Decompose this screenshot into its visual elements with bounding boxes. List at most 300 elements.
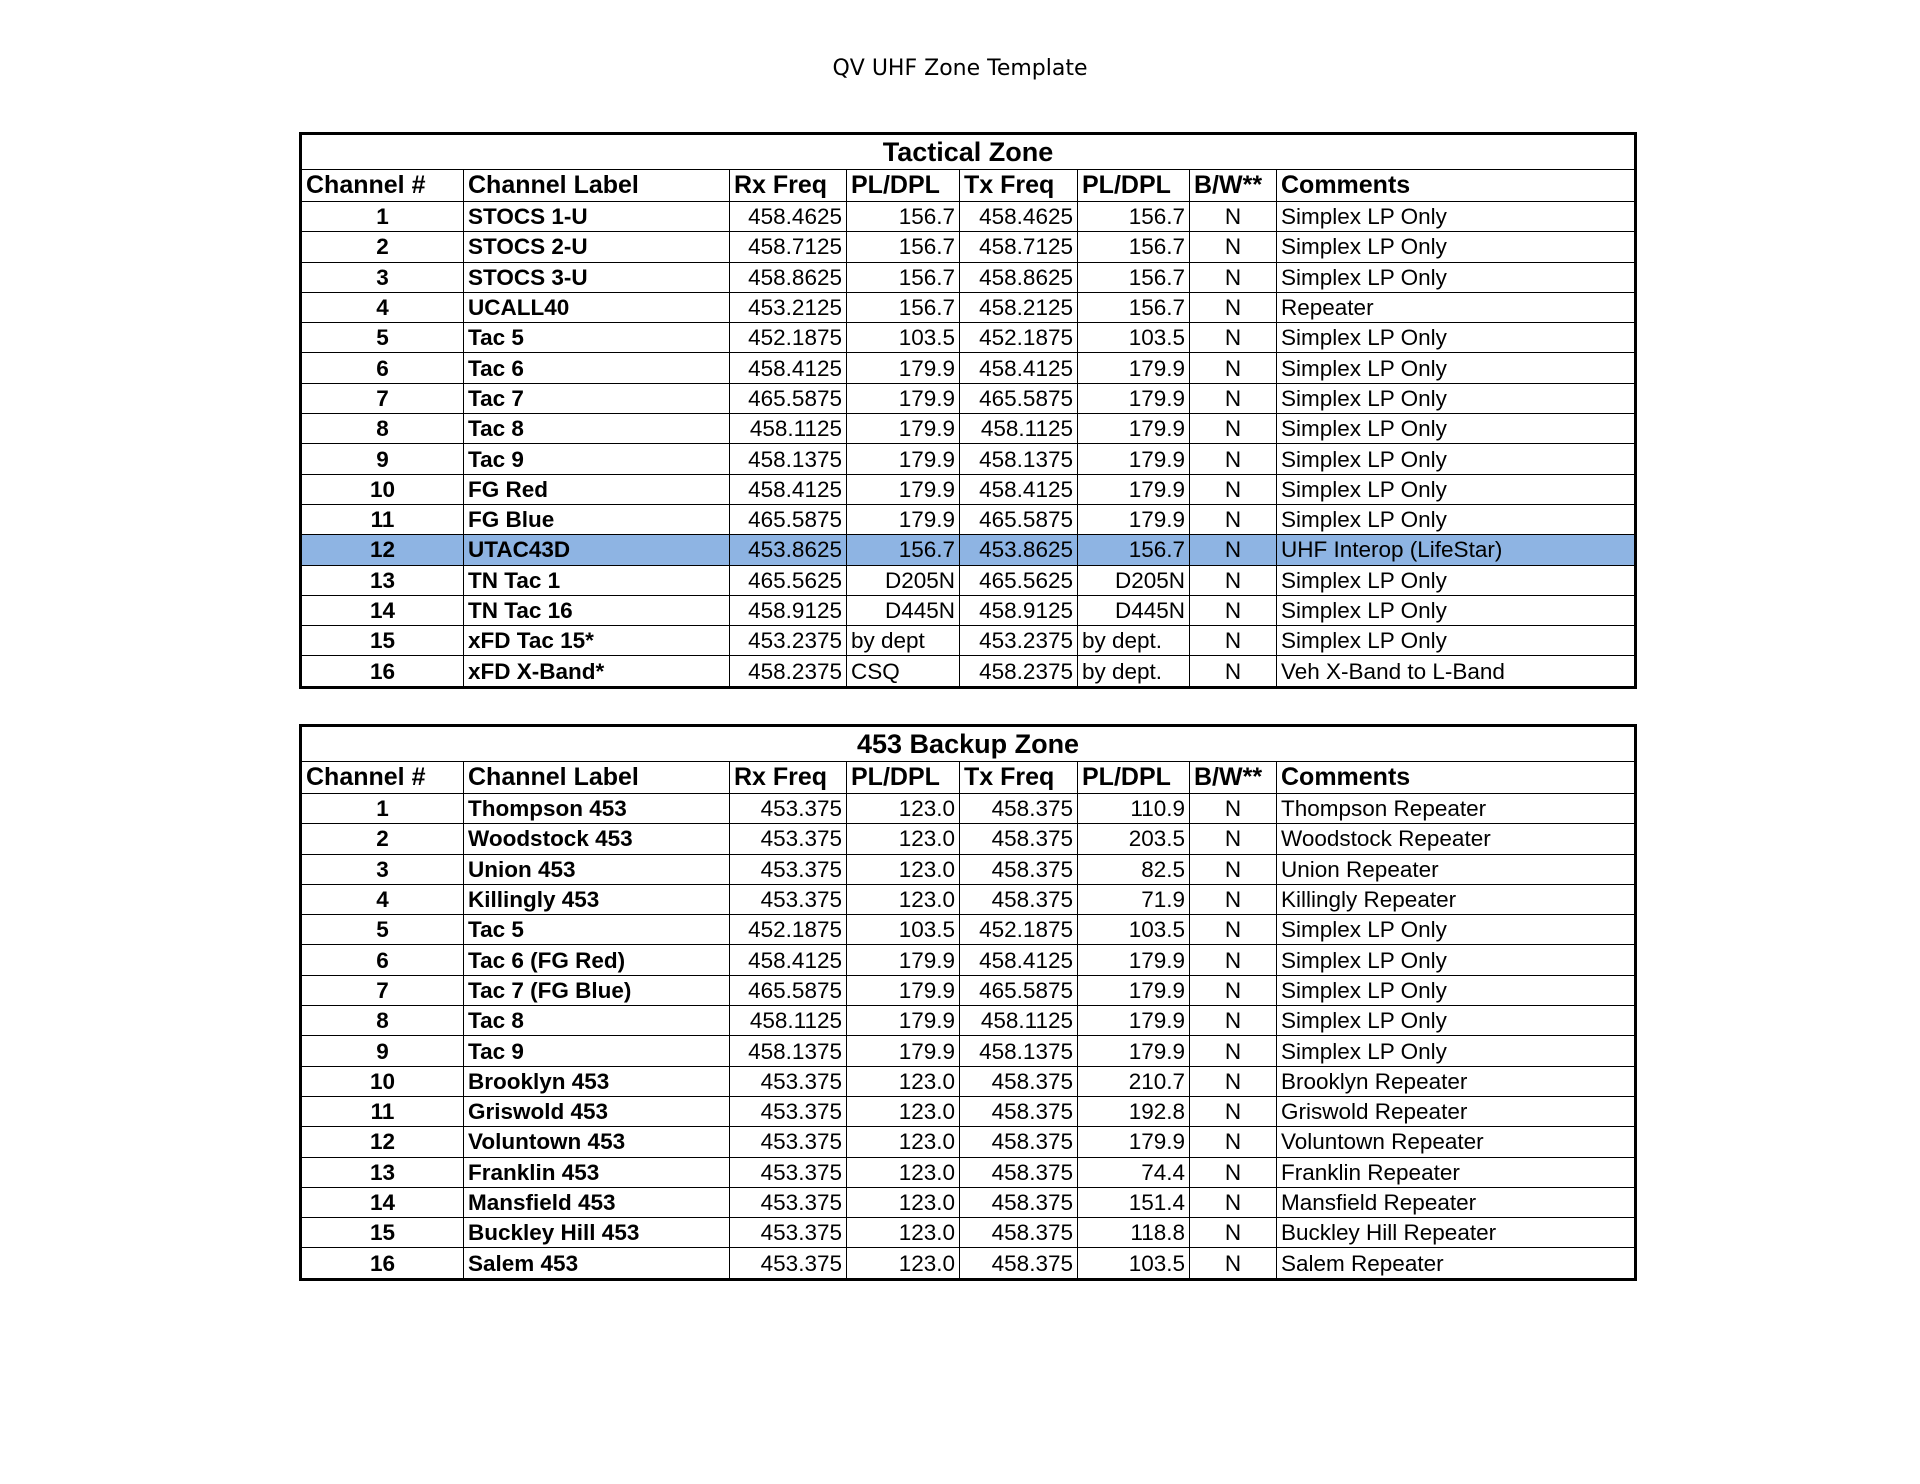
tx-pl-dpl-cell: 74.4 (1078, 1157, 1190, 1187)
comments-cell: Simplex LP Only (1277, 323, 1636, 353)
tx-pl-dpl-cell: D205N (1078, 565, 1190, 595)
table-row (301, 794, 1636, 824)
tx-pl-dpl-cell: 156.7 (1078, 535, 1190, 565)
channel-label-cell: Tac 8 (464, 414, 730, 444)
rx-pl-dpl-cell: 179.9 (847, 414, 960, 444)
channel-number-cell: 10 (301, 1066, 464, 1096)
channel-number-cell: 1 (301, 794, 464, 824)
channel-label-cell: Franklin 453 (464, 1157, 730, 1187)
rx-freq-cell: 453.375 (730, 824, 847, 854)
comments-cell: Simplex LP Only (1277, 474, 1636, 504)
tx-pl-dpl-cell: by dept. (1078, 626, 1190, 656)
comments-cell: Simplex LP Only (1277, 565, 1636, 595)
tx-freq-cell: 458.7125 (960, 232, 1078, 262)
rx-freq-cell: 458.4125 (730, 353, 847, 383)
channel-number-cell: 3 (301, 262, 464, 292)
rx-freq-cell: 458.1375 (730, 444, 847, 474)
tx-pl-dpl-cell: 179.9 (1078, 504, 1190, 534)
channel-label-cell: Woodstock 453 (464, 824, 730, 854)
channel-number-cell: 6 (301, 353, 464, 383)
rx-pl-dpl-cell: 156.7 (847, 292, 960, 322)
channel-number-cell: 4 (301, 292, 464, 322)
rx-pl-dpl-cell: by dept (847, 626, 960, 656)
channel-label-cell: Tac 5 (464, 323, 730, 353)
column-header-comments: Comments (1277, 762, 1636, 794)
bandwidth-cell: N (1190, 945, 1277, 975)
rx-pl-dpl-cell: 179.9 (847, 504, 960, 534)
comments-cell: Simplex LP Only (1277, 626, 1636, 656)
table-row (301, 565, 1636, 595)
column-header-rx-pl: PL/DPL (847, 762, 960, 794)
channel-number-cell: 4 (301, 884, 464, 914)
bandwidth-cell: N (1190, 474, 1277, 504)
rx-pl-dpl-cell: 179.9 (847, 444, 960, 474)
column-header-bw: B/W** (1190, 762, 1277, 794)
channel-number-cell: 14 (301, 595, 464, 625)
tx-pl-dpl-cell: 179.9 (1078, 444, 1190, 474)
rx-pl-dpl-cell: 156.7 (847, 535, 960, 565)
column-header-rx-pl: PL/DPL (847, 170, 960, 202)
channel-label-cell: STOCS 3-U (464, 262, 730, 292)
tx-freq-cell: 465.5875 (960, 504, 1078, 534)
tx-pl-dpl-cell: 103.5 (1078, 1248, 1190, 1279)
rx-freq-cell: 453.375 (730, 1248, 847, 1279)
tx-pl-dpl-cell: 203.5 (1078, 824, 1190, 854)
channel-number-cell: 8 (301, 1006, 464, 1036)
tx-pl-dpl-cell: 179.9 (1078, 414, 1190, 444)
tx-freq-cell: 458.2375 (960, 656, 1078, 687)
channel-number-cell: 10 (301, 474, 464, 504)
bandwidth-cell: N (1190, 1157, 1277, 1187)
channel-label-cell: Salem 453 (464, 1248, 730, 1279)
table-row (301, 262, 1636, 292)
channel-label-cell: STOCS 1-U (464, 202, 730, 232)
rx-freq-cell: 453.8625 (730, 535, 847, 565)
comments-cell: Voluntown Repeater (1277, 1127, 1636, 1157)
tx-freq-cell: 458.4125 (960, 353, 1078, 383)
tx-pl-dpl-cell: 210.7 (1078, 1066, 1190, 1096)
tx-pl-dpl-cell: 179.9 (1078, 383, 1190, 413)
tx-freq-cell: 458.375 (960, 1157, 1078, 1187)
rx-pl-dpl-cell: 103.5 (847, 323, 960, 353)
channel-label-cell: Tac 9 (464, 1036, 730, 1066)
tx-pl-dpl-cell: 179.9 (1078, 945, 1190, 975)
table-row (301, 414, 1636, 444)
column-header-rx-freq: Rx Freq (730, 762, 847, 794)
bandwidth-cell: N (1190, 444, 1277, 474)
rx-freq-cell: 452.1875 (730, 323, 847, 353)
comments-cell: UHF Interop (LifeStar) (1277, 535, 1636, 565)
channel-label-cell: xFD Tac 15* (464, 626, 730, 656)
tx-freq-cell: 458.9125 (960, 595, 1078, 625)
rx-pl-dpl-cell: CSQ (847, 656, 960, 687)
tx-freq-cell: 458.375 (960, 1218, 1078, 1248)
tx-freq-cell: 458.375 (960, 1248, 1078, 1279)
rx-freq-cell: 458.4125 (730, 945, 847, 975)
comments-cell: Veh X-Band to L-Band (1277, 656, 1636, 687)
bandwidth-cell: N (1190, 504, 1277, 534)
channel-number-cell: 7 (301, 975, 464, 1005)
bandwidth-cell: N (1190, 1036, 1277, 1066)
rx-pl-dpl-cell: 123.0 (847, 1218, 960, 1248)
bandwidth-cell: N (1190, 323, 1277, 353)
table-row (301, 626, 1636, 656)
comments-cell: Simplex LP Only (1277, 945, 1636, 975)
channel-number-cell: 7 (301, 383, 464, 413)
rx-pl-dpl-cell: 156.7 (847, 262, 960, 292)
bandwidth-cell: N (1190, 414, 1277, 444)
rx-pl-dpl-cell: 123.0 (847, 824, 960, 854)
tx-pl-dpl-cell: 156.7 (1078, 292, 1190, 322)
table-row (301, 535, 1636, 565)
table-row (301, 595, 1636, 625)
channel-label-cell: Union 453 (464, 854, 730, 884)
rx-pl-dpl-cell: 123.0 (847, 1248, 960, 1279)
rx-freq-cell: 453.2125 (730, 292, 847, 322)
channel-label-cell: STOCS 2-U (464, 232, 730, 262)
tx-freq-cell: 452.1875 (960, 323, 1078, 353)
rx-freq-cell: 458.7125 (730, 232, 847, 262)
bandwidth-cell: N (1190, 565, 1277, 595)
rx-freq-cell: 458.9125 (730, 595, 847, 625)
column-header-tx-pl: PL/DPL (1078, 762, 1190, 794)
channel-number-cell: 2 (301, 824, 464, 854)
channel-label-cell: Tac 9 (464, 444, 730, 474)
bandwidth-cell: N (1190, 1127, 1277, 1157)
rx-freq-cell: 458.4125 (730, 474, 847, 504)
bandwidth-cell: N (1190, 262, 1277, 292)
rx-pl-dpl-cell: 179.9 (847, 474, 960, 504)
bandwidth-cell: N (1190, 1218, 1277, 1248)
comments-cell: Simplex LP Only (1277, 595, 1636, 625)
comments-cell: Simplex LP Only (1277, 383, 1636, 413)
comments-cell: Repeater (1277, 292, 1636, 322)
rx-freq-cell: 453.375 (730, 1157, 847, 1187)
rx-freq-cell: 458.4625 (730, 202, 847, 232)
tx-freq-cell: 458.1375 (960, 1036, 1078, 1066)
bandwidth-cell: N (1190, 656, 1277, 687)
comments-cell: Simplex LP Only (1277, 353, 1636, 383)
comments-cell: Simplex LP Only (1277, 262, 1636, 292)
backup-zone-table (299, 724, 1637, 1281)
rx-freq-cell: 465.5625 (730, 565, 847, 595)
channel-number-cell: 12 (301, 1127, 464, 1157)
channel-number-cell: 13 (301, 1157, 464, 1187)
rx-pl-dpl-cell: 179.9 (847, 945, 960, 975)
channel-label-cell: Mansfield 453 (464, 1187, 730, 1217)
channel-label-cell: FG Blue (464, 504, 730, 534)
channel-number-cell: 14 (301, 1187, 464, 1217)
bandwidth-cell: N (1190, 232, 1277, 262)
tx-pl-dpl-cell: 103.5 (1078, 323, 1190, 353)
channel-number-cell: 12 (301, 535, 464, 565)
channel-number-cell: 15 (301, 1218, 464, 1248)
tx-pl-dpl-cell: 103.5 (1078, 915, 1190, 945)
rx-freq-cell: 453.375 (730, 794, 847, 824)
column-header-row (301, 170, 1636, 202)
table-row (301, 504, 1636, 534)
rx-freq-cell: 453.375 (730, 884, 847, 914)
rx-freq-cell: 458.1125 (730, 414, 847, 444)
channel-number-cell: 16 (301, 656, 464, 687)
tx-pl-dpl-cell: 192.8 (1078, 1096, 1190, 1126)
column-header-channel: Channel # (301, 170, 464, 202)
page-title: QV UHF Zone Template (832, 56, 1088, 81)
tx-freq-cell: 453.8625 (960, 535, 1078, 565)
column-header-tx-pl: PL/DPL (1078, 170, 1190, 202)
channel-label-cell: xFD X-Band* (464, 656, 730, 687)
tx-pl-dpl-cell: 179.9 (1078, 353, 1190, 383)
channel-label-cell: UTAC43D (464, 535, 730, 565)
tx-freq-cell: 458.4125 (960, 474, 1078, 504)
channel-number-cell: 2 (301, 232, 464, 262)
tx-pl-dpl-cell: 156.7 (1078, 262, 1190, 292)
column-header-row (301, 762, 1636, 794)
tx-freq-cell: 458.8625 (960, 262, 1078, 292)
rx-pl-dpl-cell: 103.5 (847, 915, 960, 945)
bandwidth-cell: N (1190, 1066, 1277, 1096)
tx-freq-cell: 458.2125 (960, 292, 1078, 322)
tx-pl-dpl-cell: 156.7 (1078, 202, 1190, 232)
rx-freq-cell: 465.5875 (730, 975, 847, 1005)
rx-pl-dpl-cell: 123.0 (847, 1127, 960, 1157)
rx-pl-dpl-cell: D205N (847, 565, 960, 595)
channel-number-cell: 11 (301, 1096, 464, 1126)
table-row (301, 1248, 1636, 1279)
table-row (301, 656, 1636, 687)
tx-freq-cell: 452.1875 (960, 915, 1078, 945)
column-header-bw: B/W** (1190, 170, 1277, 202)
tx-pl-dpl-cell: 156.7 (1078, 232, 1190, 262)
zone-title: 453 Backup Zone (301, 726, 1636, 762)
channel-label-cell: FG Red (464, 474, 730, 504)
bandwidth-cell: N (1190, 383, 1277, 413)
bandwidth-cell: N (1190, 626, 1277, 656)
tx-pl-dpl-cell: by dept. (1078, 656, 1190, 687)
comments-cell: Griswold Repeater (1277, 1096, 1636, 1126)
table-row (301, 1187, 1636, 1217)
comments-cell: Salem Repeater (1277, 1248, 1636, 1279)
rx-freq-cell: 453.375 (730, 1187, 847, 1217)
comments-cell: Simplex LP Only (1277, 444, 1636, 474)
bandwidth-cell: N (1190, 884, 1277, 914)
rx-freq-cell: 458.1375 (730, 1036, 847, 1066)
column-header-channel: Channel # (301, 762, 464, 794)
channel-label-cell: Tac 7 (464, 383, 730, 413)
channel-number-cell: 11 (301, 504, 464, 534)
table-row (301, 444, 1636, 474)
zone-title: Tactical Zone (301, 134, 1636, 170)
rx-pl-dpl-cell: 123.0 (847, 794, 960, 824)
comments-cell: Simplex LP Only (1277, 232, 1636, 262)
comments-cell: Simplex LP Only (1277, 414, 1636, 444)
channel-label-cell: Griswold 453 (464, 1096, 730, 1126)
column-header-label: Channel Label (464, 762, 730, 794)
comments-cell: Thompson Repeater (1277, 794, 1636, 824)
comments-cell: Simplex LP Only (1277, 915, 1636, 945)
tx-pl-dpl-cell: 179.9 (1078, 975, 1190, 1005)
rx-freq-cell: 453.375 (730, 854, 847, 884)
rx-freq-cell: 465.5875 (730, 504, 847, 534)
table-row (301, 854, 1636, 884)
rx-pl-dpl-cell: 123.0 (847, 854, 960, 884)
channel-label-cell: Tac 5 (464, 915, 730, 945)
rx-pl-dpl-cell: 123.0 (847, 1066, 960, 1096)
channel-label-cell: TN Tac 16 (464, 595, 730, 625)
bandwidth-cell: N (1190, 824, 1277, 854)
rx-pl-dpl-cell: 123.0 (847, 1157, 960, 1187)
bandwidth-cell: N (1190, 854, 1277, 884)
comments-cell: Simplex LP Only (1277, 202, 1636, 232)
tx-freq-cell: 465.5875 (960, 975, 1078, 1005)
table-row (301, 1066, 1636, 1096)
tx-freq-cell: 458.375 (960, 884, 1078, 914)
comments-cell: Brooklyn Repeater (1277, 1066, 1636, 1096)
tx-freq-cell: 458.375 (960, 1187, 1078, 1217)
table-row (301, 884, 1636, 914)
column-header-tx-freq: Tx Freq (960, 762, 1078, 794)
comments-cell: Simplex LP Only (1277, 975, 1636, 1005)
channel-number-cell: 9 (301, 1036, 464, 1066)
column-header-tx-freq: Tx Freq (960, 170, 1078, 202)
backup-rows (301, 794, 1636, 1280)
tx-freq-cell: 458.4625 (960, 202, 1078, 232)
comments-cell: Mansfield Repeater (1277, 1187, 1636, 1217)
tactical-rows (301, 202, 1636, 688)
table-row (301, 383, 1636, 413)
comments-cell: Simplex LP Only (1277, 1036, 1636, 1066)
comments-cell: Buckley Hill Repeater (1277, 1218, 1636, 1248)
comments-cell: Union Repeater (1277, 854, 1636, 884)
rx-pl-dpl-cell: 156.7 (847, 202, 960, 232)
rx-pl-dpl-cell: 179.9 (847, 1006, 960, 1036)
channel-label-cell: Tac 8 (464, 1006, 730, 1036)
tx-freq-cell: 458.375 (960, 1066, 1078, 1096)
table-row (301, 232, 1636, 262)
rx-freq-cell: 453.2375 (730, 626, 847, 656)
rx-pl-dpl-cell: 156.7 (847, 232, 960, 262)
comments-cell: Simplex LP Only (1277, 1006, 1636, 1036)
bandwidth-cell: N (1190, 595, 1277, 625)
bandwidth-cell: N (1190, 1006, 1277, 1036)
table-row (301, 824, 1636, 854)
channel-number-cell: 3 (301, 854, 464, 884)
rx-pl-dpl-cell: 179.9 (847, 975, 960, 1005)
rx-freq-cell: 453.375 (730, 1096, 847, 1126)
channel-label-cell: Voluntown 453 (464, 1127, 730, 1157)
bandwidth-cell: N (1190, 535, 1277, 565)
channel-label-cell: TN Tac 1 (464, 565, 730, 595)
channel-label-cell: Brooklyn 453 (464, 1066, 730, 1096)
comments-cell: Franklin Repeater (1277, 1157, 1636, 1187)
channel-label-cell: Tac 7 (FG Blue) (464, 975, 730, 1005)
table-row (301, 975, 1636, 1005)
table-row (301, 202, 1636, 232)
tx-pl-dpl-cell: 110.9 (1078, 794, 1190, 824)
rx-freq-cell: 452.1875 (730, 915, 847, 945)
bandwidth-cell: N (1190, 975, 1277, 1005)
tactical-zone-table (299, 132, 1637, 689)
tx-freq-cell: 465.5625 (960, 565, 1078, 595)
tx-freq-cell: 458.375 (960, 1127, 1078, 1157)
channel-label-cell: Buckley Hill 453 (464, 1218, 730, 1248)
channel-label-cell: UCALL40 (464, 292, 730, 322)
column-header-comments: Comments (1277, 170, 1636, 202)
tx-pl-dpl-cell: 179.9 (1078, 474, 1190, 504)
table-row (301, 292, 1636, 322)
rx-freq-cell: 453.375 (730, 1066, 847, 1096)
rx-pl-dpl-cell: 123.0 (847, 1096, 960, 1126)
rx-freq-cell: 458.8625 (730, 262, 847, 292)
bandwidth-cell: N (1190, 794, 1277, 824)
column-header-rx-freq: Rx Freq (730, 170, 847, 202)
comments-cell: Woodstock Repeater (1277, 824, 1636, 854)
tx-freq-cell: 458.375 (960, 854, 1078, 884)
rx-pl-dpl-cell: D445N (847, 595, 960, 625)
bandwidth-cell: N (1190, 202, 1277, 232)
table-row (301, 915, 1636, 945)
channel-number-cell: 15 (301, 626, 464, 656)
bandwidth-cell: N (1190, 353, 1277, 383)
column-header-label: Channel Label (464, 170, 730, 202)
channel-number-cell: 6 (301, 945, 464, 975)
tx-freq-cell: 458.375 (960, 794, 1078, 824)
comments-cell: Killingly Repeater (1277, 884, 1636, 914)
tx-freq-cell: 458.1375 (960, 444, 1078, 474)
bandwidth-cell: N (1190, 1187, 1277, 1217)
table-row (301, 1036, 1636, 1066)
table-row (301, 353, 1636, 383)
tx-pl-dpl-cell: 179.9 (1078, 1036, 1190, 1066)
tx-freq-cell: 458.1125 (960, 414, 1078, 444)
channel-number-cell: 8 (301, 414, 464, 444)
bandwidth-cell: N (1190, 915, 1277, 945)
channel-number-cell: 1 (301, 202, 464, 232)
rx-freq-cell: 453.375 (730, 1127, 847, 1157)
rx-freq-cell: 453.375 (730, 1218, 847, 1248)
tx-pl-dpl-cell: D445N (1078, 595, 1190, 625)
table-row (301, 1006, 1636, 1036)
tx-freq-cell: 465.5875 (960, 383, 1078, 413)
rx-freq-cell: 458.2375 (730, 656, 847, 687)
bandwidth-cell: N (1190, 1096, 1277, 1126)
table-row (301, 1218, 1636, 1248)
rx-pl-dpl-cell: 179.9 (847, 383, 960, 413)
channel-number-cell: 5 (301, 323, 464, 353)
table-row (301, 1127, 1636, 1157)
rx-pl-dpl-cell: 179.9 (847, 353, 960, 383)
tx-freq-cell: 458.375 (960, 824, 1078, 854)
tx-pl-dpl-cell: 71.9 (1078, 884, 1190, 914)
tx-freq-cell: 458.375 (960, 1096, 1078, 1126)
tx-freq-cell: 453.2375 (960, 626, 1078, 656)
rx-pl-dpl-cell: 123.0 (847, 884, 960, 914)
tx-pl-dpl-cell: 151.4 (1078, 1187, 1190, 1217)
table-row (301, 474, 1636, 504)
table-row (301, 323, 1636, 353)
table-row (301, 945, 1636, 975)
tx-pl-dpl-cell: 179.9 (1078, 1127, 1190, 1157)
channel-label-cell: Tac 6 (FG Red) (464, 945, 730, 975)
tx-pl-dpl-cell: 82.5 (1078, 854, 1190, 884)
tx-freq-cell: 458.4125 (960, 945, 1078, 975)
table-row (301, 1096, 1636, 1126)
rx-pl-dpl-cell: 123.0 (847, 1187, 960, 1217)
tx-pl-dpl-cell: 179.9 (1078, 1006, 1190, 1036)
rx-freq-cell: 465.5875 (730, 383, 847, 413)
channel-number-cell: 13 (301, 565, 464, 595)
rx-freq-cell: 458.1125 (730, 1006, 847, 1036)
